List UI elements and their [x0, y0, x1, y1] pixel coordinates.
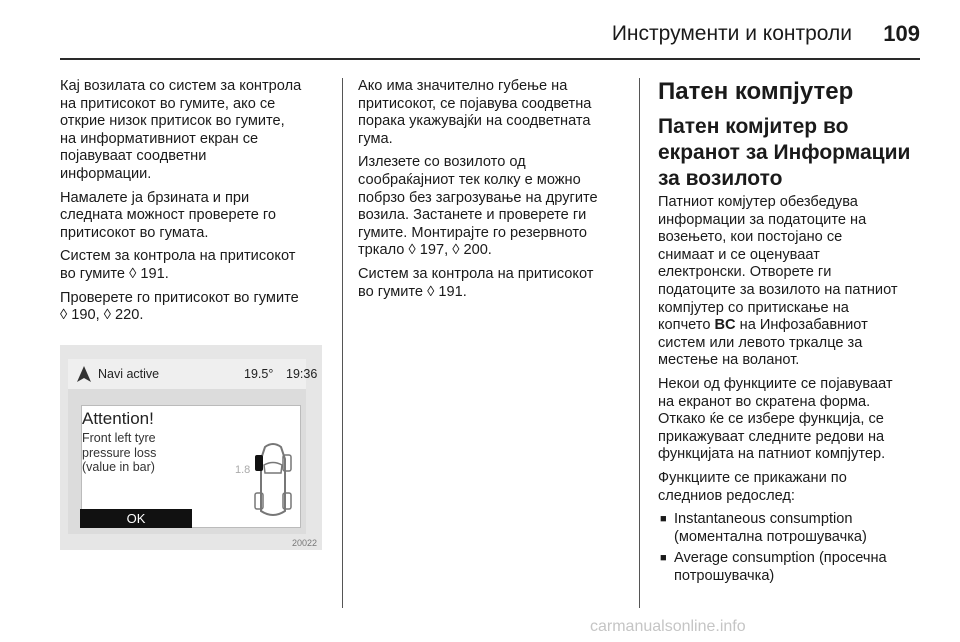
list-item: [658, 550, 923, 585]
bullet-square-icon: ■: [660, 552, 667, 565]
bullet-square-icon: ■: [660, 513, 667, 526]
temperature-readout: 19.5°: [244, 367, 274, 381]
paragraph: Излезете со возилото од сообраќајниот тек колку е можно побрзо без загрозување на другите возила. Застанете и проверете ги гумите. Монтирајте го резервното тркало ◊ 197, ◊ 200.: [358, 154, 598, 259]
paragraph: Кај возилата со систем за контрола на притисокот во гумите, ако се открие низок притисок во гумите, на информативниот екран се појавуваат соодветни информации.: [60, 78, 302, 182]
page-number: 109: [883, 21, 920, 46]
list-item-text: Instantaneous consumption (моментална потрошувачка): [674, 511, 867, 545]
paragraph: Систем за контрола на притисокот во гумите ◊ 191.: [60, 248, 296, 282]
paragraph: Проверете го притисокот во гумите ◊ 190, ◊ 220.: [60, 289, 299, 324]
clock-readout: 19:36: [286, 367, 318, 381]
navigation-arrow-icon: [76, 365, 92, 383]
attention-title: Attention!: [82, 409, 154, 428]
paragraph: [658, 194, 923, 370]
paragraph: Ако има значително губење на притисокот, се појавува соодветна порака укажувајќи на соодветната гума.: [358, 78, 592, 147]
column-1: [60, 78, 330, 331]
watermark: carmanualsonline.info: [590, 618, 746, 635]
display-screen: [68, 359, 318, 534]
nav-status-text: Navi active: [98, 367, 160, 381]
section-heading: Патен компјутер: [658, 78, 854, 105]
list-item-text: Average consumption (просечна потрошувачка): [674, 550, 887, 584]
car-outline-icon: [253, 441, 293, 521]
list-item: [658, 511, 923, 546]
paragraph-text: на Инфозабавниот систем или левото тркалце за местење на воланот.: [658, 317, 868, 369]
page-header: [60, 12, 920, 52]
attention-message: Front left tyre pressure loss (value in bar): [82, 431, 157, 474]
display-status-bar: [68, 359, 318, 389]
tyre-pressure-figure: [60, 345, 322, 550]
ok-button[interactable]: OK: [80, 509, 192, 528]
paragraph: Некои од функциите се појавуваат на екранот во скратена форма. Откако ќе се избере функција, се прикажуваат следните редови на функцијата на патниот компјутер.: [658, 375, 893, 463]
column-3: [658, 78, 923, 589]
subsection-heading: Патен комјитер во екранот за Информации за возилото: [658, 115, 911, 190]
column-divider-1: [342, 78, 343, 608]
tyre-pressure-value: 1.8: [235, 464, 251, 476]
header-title: Инструменти и контроли: [611, 22, 852, 45]
header-divider: [60, 58, 920, 60]
paragraph: Функциите се прикажани по следниов редослед:: [658, 469, 847, 504]
column-divider-2: [639, 78, 640, 608]
column-2: [358, 78, 630, 307]
figure-number: 20022: [292, 538, 318, 548]
paragraph: Систем за контрола на притисокот во гумите ◊ 191.: [358, 265, 594, 300]
bc-button-label: BC: [714, 317, 736, 334]
paragraph: Намалете ја брзината и при следната можност проверете го притисокот во гумата.: [60, 189, 277, 241]
paragraph-text: Патниот комјутер обезбедува информации за податоците на возењето, кои постојано се снимаат и се оценуваат електронски. Отворете ги податоците за возилото на патниот компјутер со притискање на копчето: [658, 194, 898, 334]
